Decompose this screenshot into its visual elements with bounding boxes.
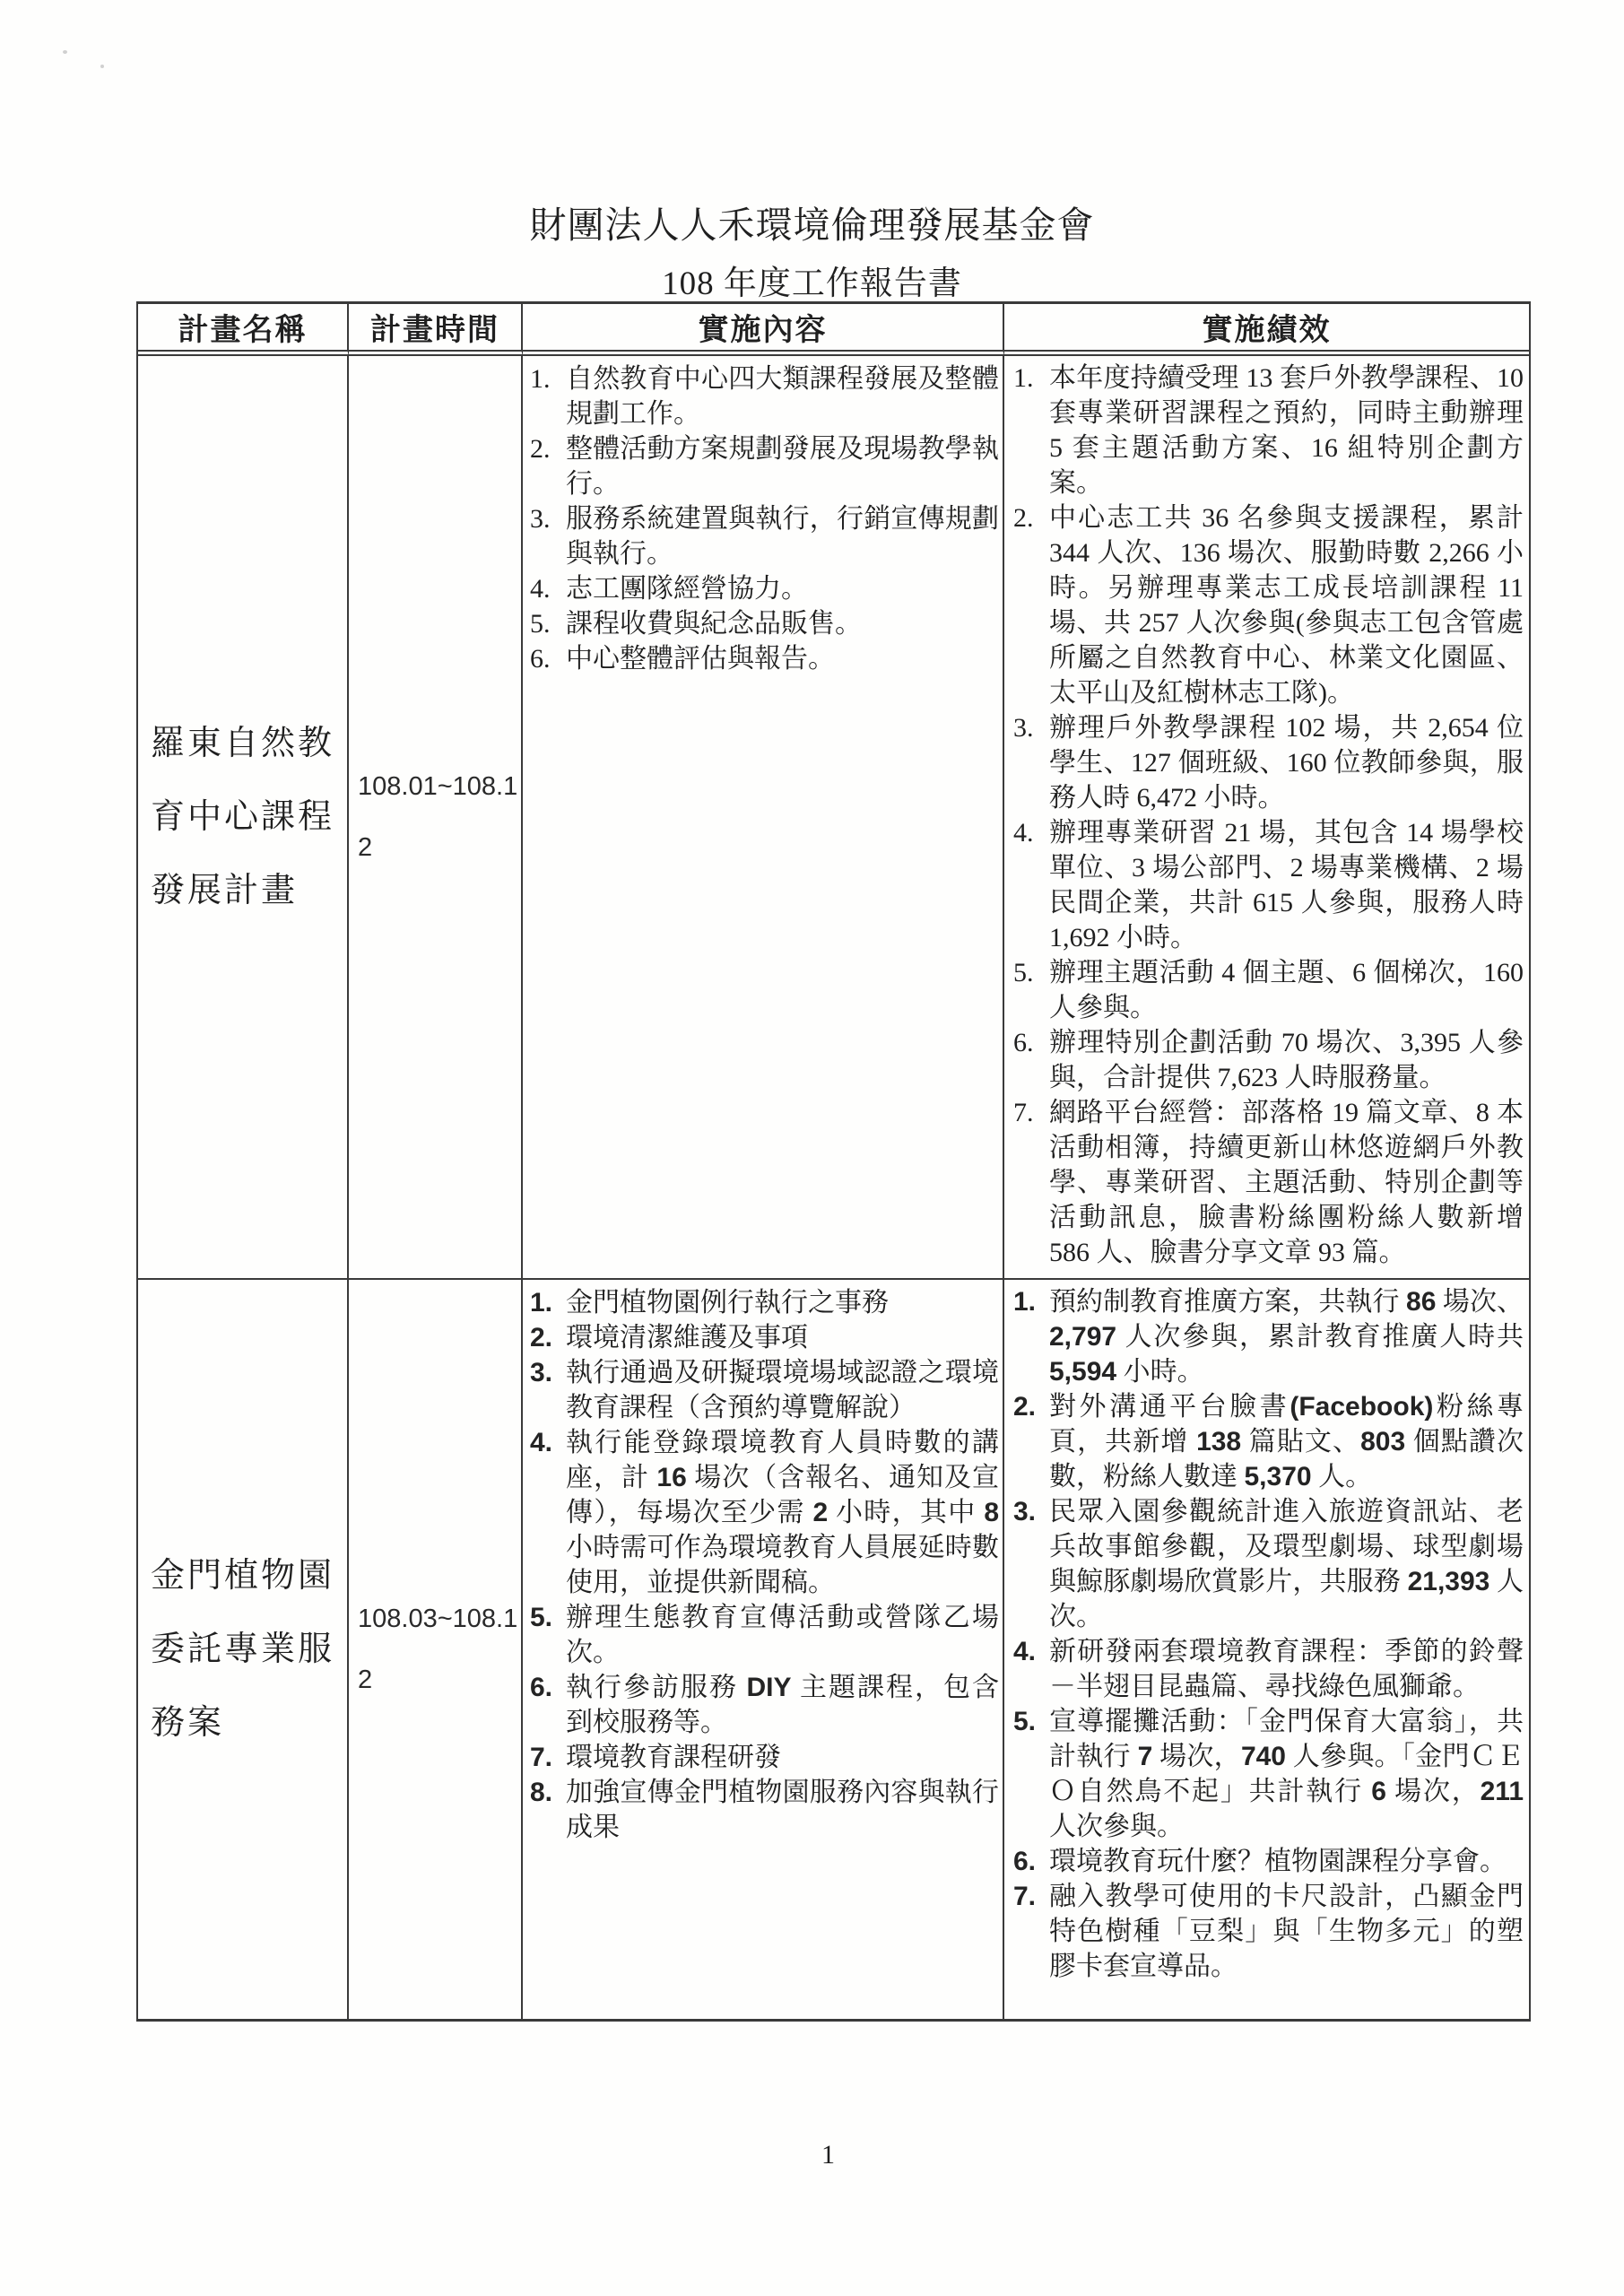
item-number: 1. [1013, 363, 1034, 393]
latin-text: 5 [1049, 433, 1063, 463]
report-table [136, 301, 1531, 2022]
latin-text: 803 [1360, 1427, 1406, 1457]
latin-text: 160 [1483, 958, 1524, 987]
item-number: 2. [1013, 1392, 1037, 1422]
page-title: 財團法人人禾環境倫理發展基金會 [529, 204, 1095, 246]
latin-text: 11 [1498, 573, 1524, 603]
latin-text: 5,594 [1049, 1357, 1117, 1387]
latin-text: 14 [1406, 818, 1434, 848]
item-text: 志工團隊經營協力。 [566, 574, 808, 604]
latin-text: 6 [1352, 958, 1367, 987]
latin-text: 21 [1224, 818, 1252, 848]
list-item [530, 501, 999, 571]
latin-text: 160 [1286, 748, 1327, 778]
latin-text: 86 [1406, 1287, 1437, 1317]
list-item [530, 641, 999, 676]
latin-text: 1,692 [1049, 923, 1110, 952]
item-number: 1. [530, 1288, 553, 1318]
item-number: 7. [1013, 1098, 1034, 1127]
item-text: 執行參訪服務 DIY 主題課程，包含到校服務等。 [566, 1673, 1000, 1737]
item-number: 5. [1013, 1707, 1037, 1736]
latin-text: 257 [1138, 608, 1179, 638]
list-item [1013, 500, 1524, 710]
latin-text: 2,266 [1429, 538, 1489, 568]
list-item [530, 1670, 999, 1740]
item-number: 6. [1013, 1028, 1034, 1057]
item-number: 5. [530, 609, 551, 639]
list-item [1013, 1879, 1524, 1984]
item-number: 2. [1013, 503, 1034, 533]
latin-text: 8 [984, 1498, 1000, 1527]
item-text: 融入教學可使用的卡尺設計，凸顯金門特色樹種「豆梨」與「生物多元」的塑膠卡套宣導品。 [1049, 1882, 1524, 1981]
latin-text: 21,393 [1407, 1567, 1490, 1596]
item-text: 金門植物園例行執行之事務 [566, 1288, 889, 1318]
latin-text: 2 [812, 1498, 829, 1527]
item-number: 6. [530, 1673, 553, 1702]
item-text: 中心整體評估與報告。 [566, 644, 835, 674]
list-item [530, 1775, 999, 1845]
column-header-project-name: 計畫名稱 [138, 304, 349, 356]
item-text: 辦理主題活動 4 個主題、6 個梯次，160 人參與。 [1049, 958, 1524, 1022]
latin-text: 740 [1240, 1742, 1286, 1771]
latin-text: 3 [1132, 853, 1146, 883]
project-time-cell [349, 1280, 523, 2019]
latin-text: ) [1318, 678, 1327, 708]
latin-text: 2 [1475, 853, 1489, 883]
list-item [530, 431, 999, 501]
performance-cell [1004, 356, 1529, 1280]
latin-text: 102 [1285, 713, 1326, 743]
latin-text: 6,472 [1136, 783, 1197, 813]
latin-text: 70 [1281, 1028, 1308, 1057]
latin-text: 136 [1179, 538, 1220, 568]
list-item [1013, 1389, 1524, 1494]
item-number: 4. [530, 1428, 553, 1457]
item-number: 7. [530, 1743, 553, 1772]
item-number: 6. [1013, 1847, 1037, 1876]
item-number: 1. [530, 364, 551, 394]
latin-text: 36 [1202, 503, 1229, 533]
scan-speck [63, 50, 67, 54]
latin-text: 16 [1310, 433, 1338, 463]
item-text: 對外溝通平台臉書(Facebook)粉絲專頁，共新增 138 篇貼文、803 個點讚次數，粉絲人數達 5,370 人。 [1049, 1392, 1524, 1492]
column-header-project-time: 計畫時間 [349, 304, 523, 356]
item-number: 1. [1013, 1287, 1037, 1317]
latin-text: 19 [1331, 1098, 1359, 1127]
project-name-cell: 羅東自然教育中心課程發展計畫 [138, 356, 349, 1280]
latin-text: 2,797 [1049, 1322, 1117, 1352]
item-text: 環境清潔維護及事項 [566, 1323, 808, 1352]
list-item [530, 1740, 999, 1775]
list-item [1013, 815, 1524, 955]
list-item [1013, 1025, 1524, 1095]
scan-speck [100, 65, 104, 68]
latin-text: 7 [1137, 1742, 1153, 1771]
list-item [530, 571, 999, 606]
item-number: 4. [1013, 1637, 1037, 1666]
item-number: 4. [530, 574, 551, 604]
content-cell [523, 356, 1004, 1280]
item-number: 8. [530, 1778, 553, 1807]
list-item [530, 1320, 999, 1355]
latin-text: 7,623 [1217, 1063, 1278, 1092]
project-time-value: 108.03~108.12 [358, 1605, 518, 1694]
list-item [530, 1355, 999, 1425]
performance-cell [1004, 1280, 1529, 2019]
item-text: 本年度持續受理 13 套戶外教學課程、10 套專業研習課程之預約，同時主動辦理 5 套主題活動方案、16 組特別企劃方案。 [1049, 363, 1524, 498]
item-number: 3. [1013, 1497, 1037, 1526]
column-header-content: 實施內容 [523, 304, 1004, 356]
list-item [1013, 1704, 1524, 1844]
item-number: 5. [530, 1603, 553, 1632]
list-item [1013, 1494, 1524, 1634]
list-item [1013, 710, 1524, 815]
latin-text: 13 [1246, 363, 1273, 393]
item-number: 3. [530, 504, 551, 534]
latin-text: (Facebook) [1290, 1392, 1434, 1422]
list-item [1013, 1284, 1524, 1389]
item-text: 整體活動方案規劃發展及現場教學執行。 [566, 434, 999, 499]
item-text: 自然教育中心四大類課程發展及整體規劃工作。 [566, 364, 999, 429]
latin-text: 16 [656, 1463, 687, 1492]
item-text: 服務系統建置與執行，行銷宣傳規劃與執行。 [566, 504, 999, 569]
item-number: 3. [530, 1358, 553, 1387]
item-text: 宣導擺攤活動：「金門保育大富翁」，共計執行 7 場次，740 人參與。「金門ＣＥＯ自然鳥不起」共計執行 6 場次，211 人次參與。 [1049, 1707, 1524, 1841]
content-cell [523, 1280, 1004, 2019]
latin-text: 93 [1318, 1238, 1345, 1267]
list-item [530, 606, 999, 641]
project-time-value: 108.01~108.12 [358, 772, 518, 862]
item-text: 執行能登錄環境教育人員時數的講座，計 16 場次（含報名、通知及宣傳），每場次至少需 2 小時，其中 8 小時需可作為環境教育人員展延時數使用，並提供新聞稿。 [566, 1428, 1000, 1597]
latin-text: 5,370 [1244, 1462, 1312, 1492]
latin-text: 344 [1049, 538, 1090, 568]
item-number: 2. [530, 1323, 553, 1352]
list-item [530, 1425, 999, 1600]
latin-text: 138 [1196, 1427, 1242, 1457]
list-item [1013, 955, 1524, 1025]
item-text: 環境教育玩什麼？植物園課程分享會。 [1049, 1847, 1507, 1876]
latin-text: 2 [1290, 853, 1304, 883]
list-item [1013, 1844, 1524, 1879]
latin-text: 3,395 [1400, 1028, 1461, 1057]
list-item [1013, 1634, 1524, 1704]
latin-text: 586 [1049, 1238, 1090, 1267]
latin-text: 211 [1480, 1777, 1524, 1806]
item-text: 課程收費與紀念品販售。 [566, 609, 862, 639]
column-header-performance: 實施績效 [1004, 304, 1529, 356]
latin-text: 4 [1221, 958, 1236, 987]
list-item [530, 1285, 999, 1320]
item-text: 民眾入園參觀統計進入旅遊資訊站、老兵故事館參觀，及環型劇場、球型劇場與鯨豚劇場欣賞影片，共服務 21,393 人次。 [1049, 1497, 1524, 1631]
item-text: 新研發兩套環境教育課程：季節的鈴聲－半翅目昆蟲篇、尋找綠色風獅爺。 [1049, 1637, 1524, 1701]
page-number: 1 [821, 2140, 835, 2170]
item-number: 4. [1013, 818, 1034, 848]
latin-text: 6 [1371, 1777, 1386, 1806]
latin-text: 615 [1253, 888, 1293, 918]
list-item [530, 361, 999, 431]
project-name-cell: 金門植物園委託專業服務案 [138, 1280, 349, 2019]
item-number: 6. [530, 644, 551, 674]
project-time-cell [349, 356, 523, 1280]
item-text: 辦理生態教育宣傳活動或營隊乙場次。 [566, 1603, 999, 1667]
list-item [1013, 361, 1524, 500]
item-number: 5. [1013, 958, 1034, 987]
latin-text: DIY [746, 1673, 792, 1702]
item-text: 環境教育課程研發 [566, 1743, 781, 1772]
latin-text: 127 [1130, 748, 1171, 778]
item-number: 3. [1013, 713, 1034, 743]
item-number: 7. [1013, 1882, 1037, 1911]
list-item [1013, 1095, 1524, 1270]
item-text: 預約制教育推廣方案，共執行 86 場次、2,797 人次參與，累計教育推廣人時共 5,594 小時。 [1049, 1287, 1524, 1387]
item-text: 中心志工共 36 名參與支援課程，累計 344 人次、136 場次、服勤時數 2,266 小時。另辦理專業志工成長培訓課程 11 場、共 257 人次參與(參與志工包含管處所屬之自然教育中心、林業文化園區、太平山及紅樹林志工隊)。 [1049, 503, 1524, 708]
item-text: 辦理戶外教學課程 102 場，共 2,654 位學生、127 個班級、160 位教師參與，服務人時 6,472 小時。 [1049, 713, 1524, 813]
latin-text: 2,654 [1428, 713, 1489, 743]
latin-text: 10 [1497, 363, 1524, 393]
latin-text: 8 [1475, 1098, 1489, 1127]
item-number: 2. [530, 434, 551, 464]
list-item [530, 1600, 999, 1670]
item-text: 辦理特別企劃活動 70 場次、3,395 人參與，合計提供 7,623 人時服務量。 [1049, 1028, 1524, 1092]
item-text: 網路平台經營：部落格 19 篇文章、8 本活動相簿，持續更新山林悠遊網戶外教學、專業研習、主題活動、特別企劃等活動訊息，臉書粉絲團粉絲人數新增 586 人、臉書分享文章 93 篇。 [1049, 1098, 1524, 1267]
latin-text: ( [1295, 608, 1305, 638]
item-text: 加強宣傳金門植物園服務內容與執行成果 [566, 1778, 999, 1842]
item-text: 辦理專業研習 21 場，其包含 14 場學校單位、3 場公部門、2 場專業機構、2 場民間企業，共計 615 人參與，服務人時 1,692 小時。 [1049, 818, 1524, 952]
item-text: 執行通過及研擬環境場域認證之環境教育課程（含預約導覽解說） [566, 1358, 999, 1422]
page-subtitle: 108 年度工作報告書 [662, 265, 962, 302]
